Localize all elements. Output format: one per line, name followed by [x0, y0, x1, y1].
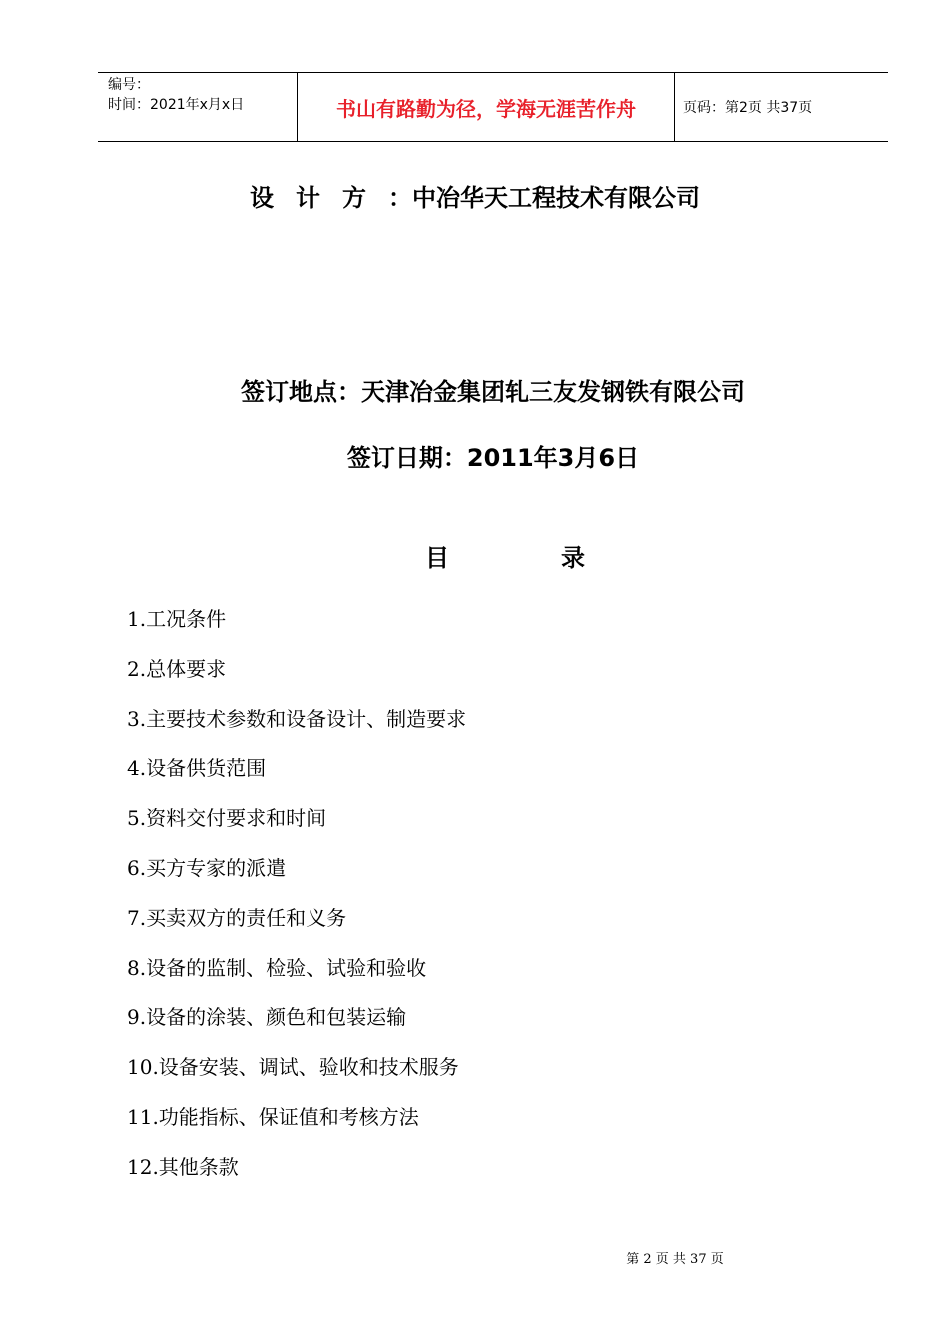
toc-item: 3.主要技术参数和设备设计、制造要求: [127, 706, 467, 731]
toc-item: 4.设备供货范围: [127, 756, 267, 781]
designer-label: 设计方: [250, 184, 388, 212]
page-footer: 第 2 页 共 37 页: [626, 1252, 724, 1267]
toc-item: 12.其他条款: [127, 1154, 239, 1179]
toc-item: 6.买方专家的派遣: [127, 855, 287, 880]
toc-item: 11.功能指标、保证值和考核方法: [127, 1104, 419, 1129]
designer-line: [0, 178, 950, 213]
toc-title-right: 录: [561, 544, 585, 572]
toc-item: 5.资料交付要求和时间: [127, 806, 327, 831]
toc-title-left: 目: [425, 544, 449, 572]
toc-item: 8.设备的监制、检验、试验和验收: [127, 955, 427, 980]
header-motto: 书山有路勤为径，学海无涯苦作舟: [298, 73, 675, 141]
header-meta: [98, 73, 298, 141]
toc-item: 10.设备安装、调试、验收和技术服务: [127, 1055, 459, 1080]
sign-place: 签订地点：天津冶金集团轧三友发钢铁有限公司: [241, 378, 745, 406]
time-label: 时间：2021年x月x日: [108, 97, 245, 113]
toc-item: 9.设备的涂装、颜色和包装运输: [127, 1005, 407, 1030]
toc-item: 1.工况条件: [127, 607, 227, 631]
toc-item: 7.买卖双方的责任和义务: [127, 905, 347, 930]
header-page-info: 页码：第2页 共37页: [683, 100, 813, 116]
toc-title: [425, 538, 585, 573]
code-label: 编号：: [108, 77, 150, 93]
page-header: [98, 72, 888, 142]
toc-item: 2.总体要求: [127, 656, 227, 681]
toc-list: [127, 604, 466, 1202]
designer-value: ：中冶华天工程技术有限公司: [388, 184, 700, 212]
sign-date: 签订日期：2011年3月6日: [346, 444, 640, 472]
